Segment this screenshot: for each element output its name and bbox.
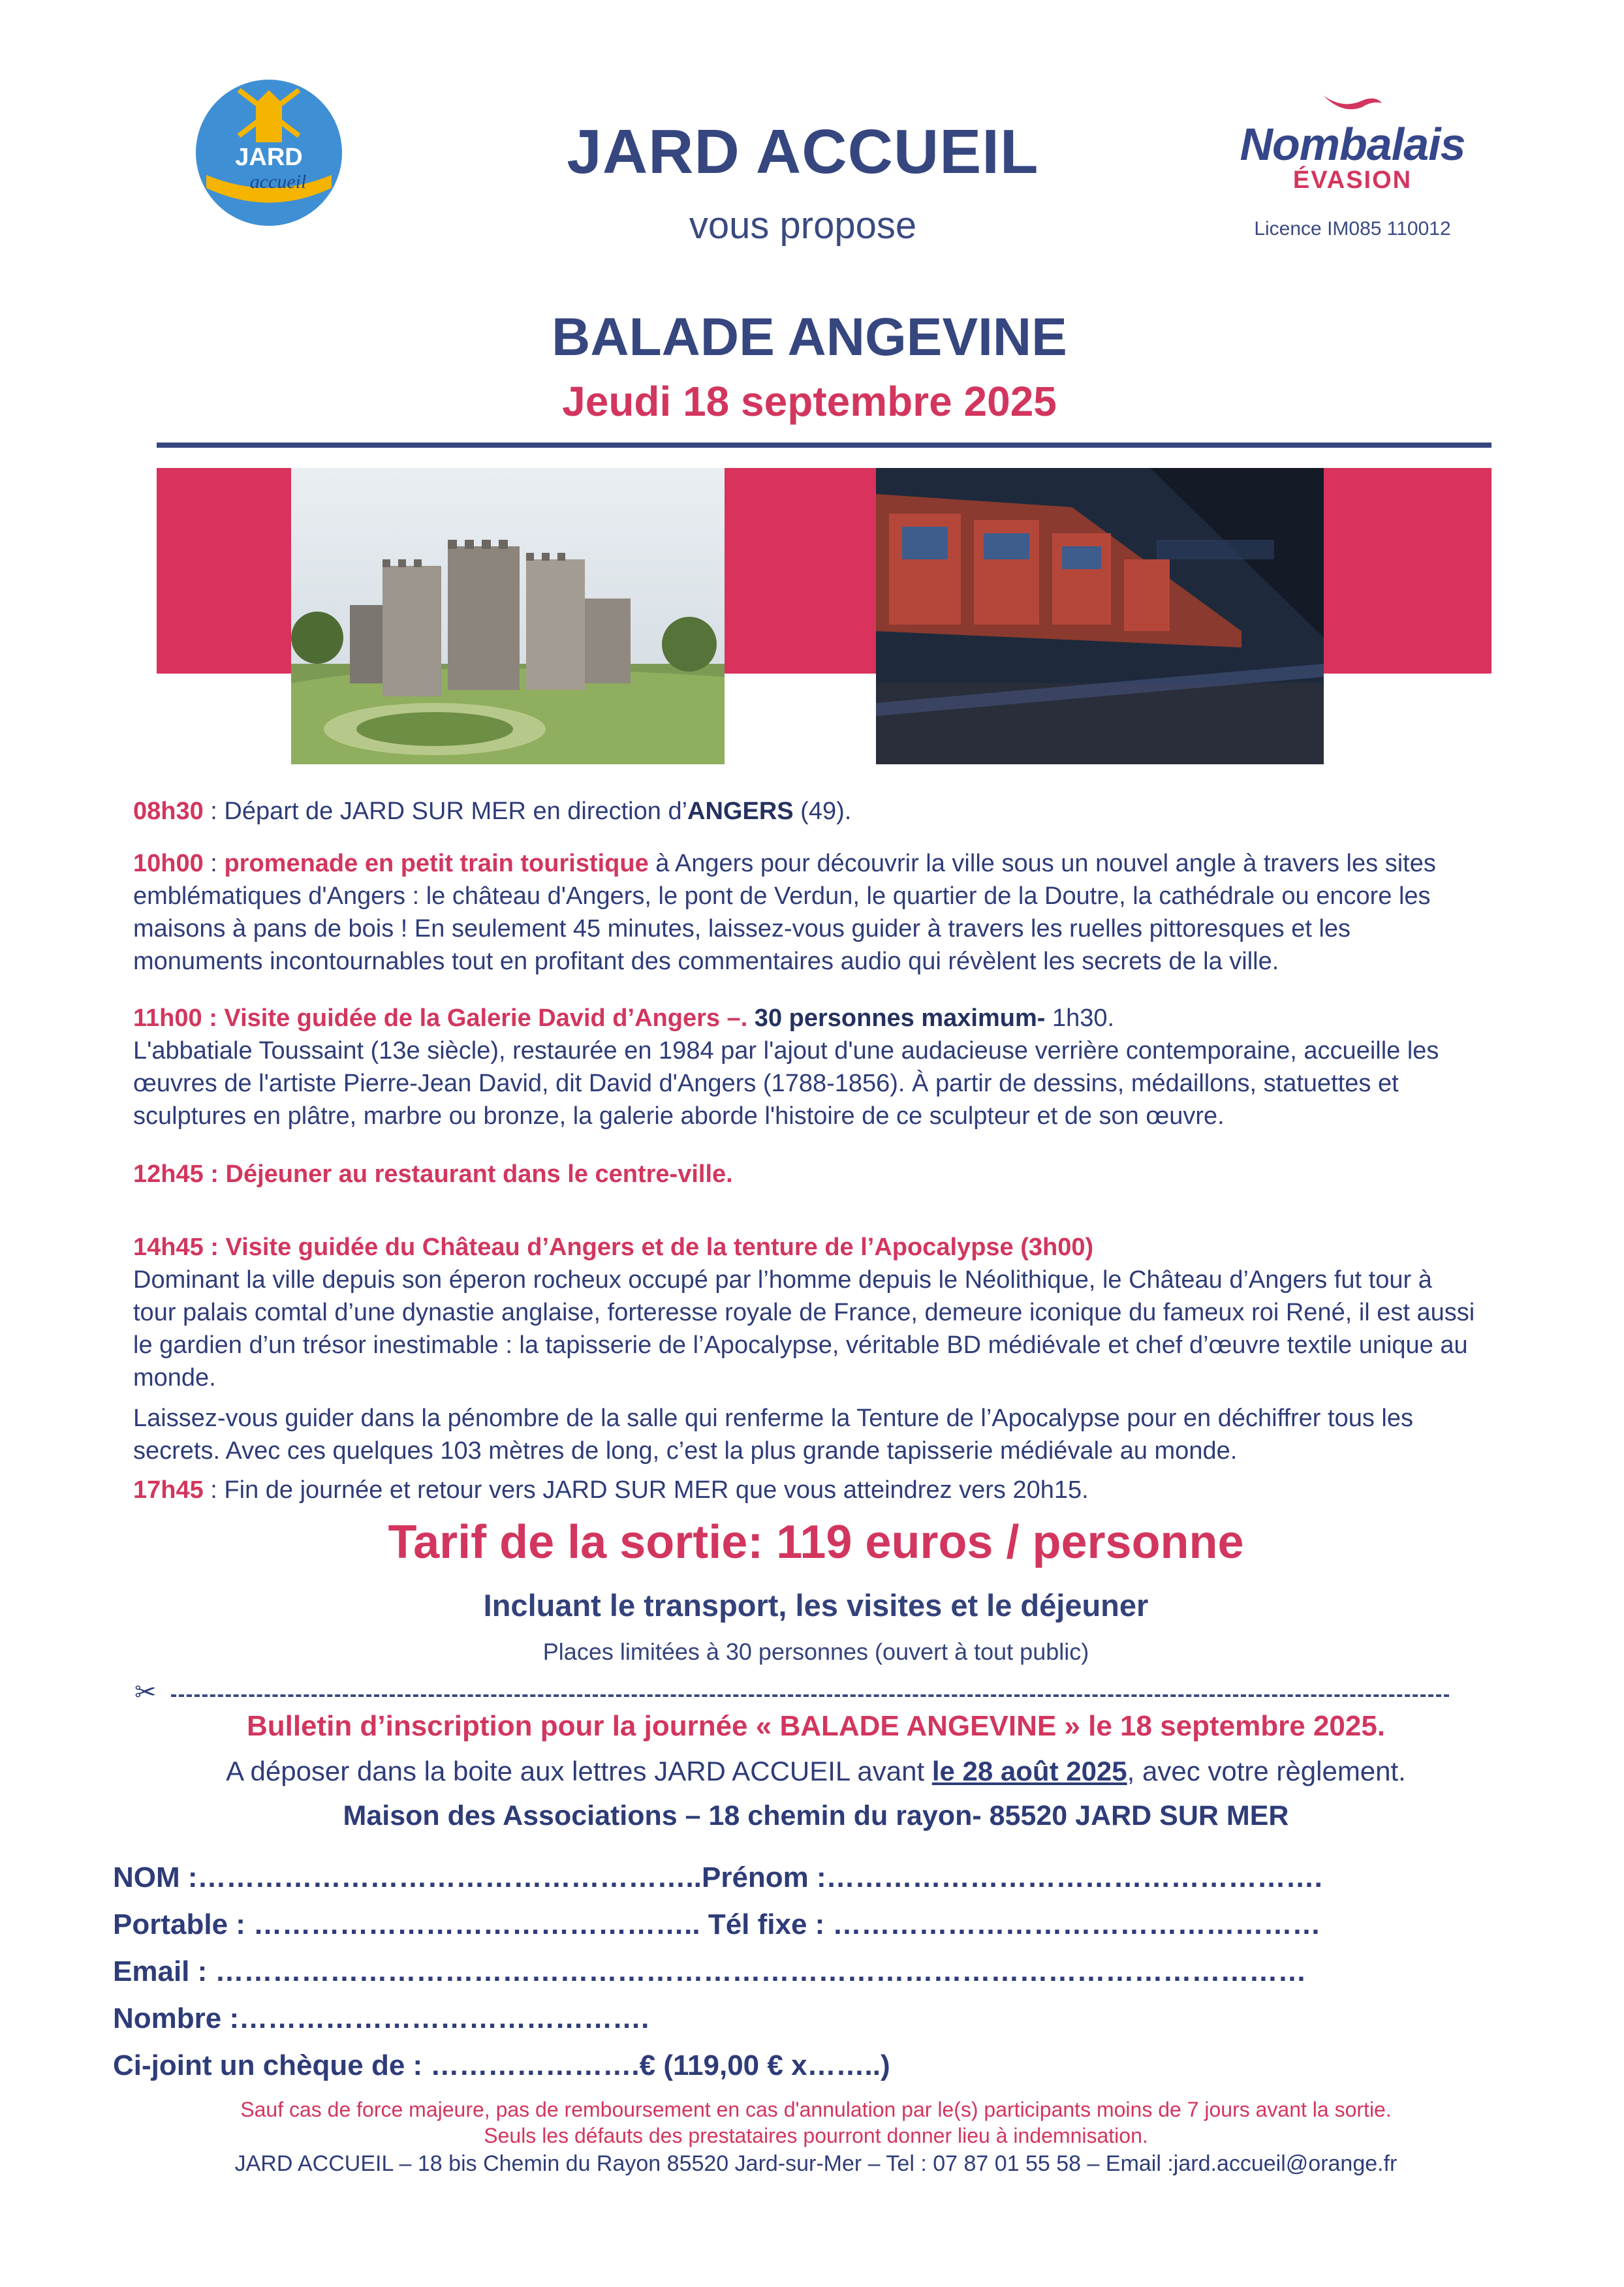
disclaimer-line-1: Sauf cas de force majeure, pas de remboursement en cas d'annulation par le(s) participants moins de 7 jours avant la sortie. bbox=[240, 2098, 1392, 2121]
deposit-text-end: , avec votre règlement. bbox=[1127, 1756, 1406, 1786]
event-date: Jeudi 18 septembre 2025 bbox=[562, 378, 1057, 425]
logo-text-jard: JARD bbox=[235, 144, 303, 171]
activity-headline: : Déjeuner au restaurant dans le centre-ville. bbox=[203, 1160, 733, 1188]
capacity-note: 30 personnes maximum- bbox=[747, 1004, 1046, 1032]
program-item-1445 bbox=[133, 1231, 1478, 1467]
city-name: ANGERS bbox=[687, 798, 794, 825]
form-row-email bbox=[113, 1955, 1418, 1988]
program-item-1100 bbox=[133, 1002, 1478, 1132]
portable-field[interactable]: Portable : ……………………………………….. bbox=[113, 1908, 708, 1940]
program-item-1000 bbox=[133, 847, 1478, 978]
program-item-0830 bbox=[133, 795, 1478, 828]
duration: 1h30. bbox=[1045, 1004, 1115, 1032]
partner-logo bbox=[1215, 89, 1490, 194]
activity-headline: : Visite guidée du Château d’Angers et de la tenture de l’Apocalypse (3h00) bbox=[203, 1234, 1094, 1261]
divider bbox=[157, 443, 1491, 448]
activity-description: Dominant la ville depuis son éperon rocheux occupé par l’homme depuis le Néolithique, le Château d’Angers fut tour à tour palais comtal d’une dynastie anglaise, forteresse royale de France, demeure iconique du fameux roi René, il est aussi le gardien d’un trésor inestimable : la tapisserie de l’Apocalypse, véritable BD médiévale et chef d’œuvre textile unique au monde. bbox=[133, 1266, 1475, 1392]
form-row-cheque bbox=[113, 2049, 1418, 2082]
deposit-address: Maison des Associations – 18 chemin du rayon- 85520 JARD SUR MER bbox=[343, 1800, 1289, 1831]
program-item-1245 bbox=[133, 1158, 1478, 1190]
licence-number: Licence IM085 110012 bbox=[1254, 218, 1451, 240]
program-item-1745 bbox=[133, 1474, 1478, 1506]
email-field[interactable]: Email : …………………………………………………………………………………………………… bbox=[113, 1955, 1307, 1987]
scissors-icon: ✂ bbox=[134, 1678, 157, 1707]
program-text: : Départ de JARD SUR MER en direction d’ bbox=[203, 798, 688, 825]
time-label: 12h45 bbox=[133, 1160, 204, 1188]
activity-description-2: Laissez-vous guider dans la pénombre de la salle qui renferme la Tenture de l’Apocalypse pour en déchiffrer tous les secrets. Avec ces quelques 103 mètres de long, c’est la plus grande tapisserie médiévale au monde. bbox=[133, 1405, 1413, 1465]
contact-footer: JARD ACCUEIL – 18 bis Chemin du Rayon 85520 Jard-sur-Mer – Tel : 07 87 01 55 58 – Email :jard.accueil@orange.fr bbox=[234, 2151, 1398, 2176]
time-label: 17h45 bbox=[133, 1476, 204, 1504]
time-label: 10h00 bbox=[133, 850, 204, 877]
tapestry-photo bbox=[876, 468, 1324, 764]
time-label: 08h30 bbox=[133, 798, 204, 825]
form-row-count bbox=[113, 2002, 1418, 2035]
partner-sub: ÉVASION bbox=[1292, 166, 1413, 194]
activity-description: L'abbatiale Toussaint (13e siècle), restaurée en 1984 par l'ajout d'une audacieuse verrière contemporaine, accueille les œuvres de l'artiste Pierre-Jean David, dit David d'Angers (1788-1856). À partir de dessins, médaillons, statuettes et sculptures en plâtre, marbre ou bronze, la galerie aborde l'histoire de ce sculpteur et de son œuvre. bbox=[133, 1037, 1439, 1130]
deposit-instructions bbox=[131, 1756, 1501, 1787]
bulletin-title: Bulletin d’inscription pour la journée « BALADE ANGEVINE » le 18 septembre 2025. bbox=[246, 1710, 1386, 1742]
time-label: 11h00 bbox=[133, 1004, 202, 1032]
dashed-divider bbox=[171, 1694, 1449, 1697]
places-note: Places limitées à 30 personnes (ouvert à tout public) bbox=[542, 1638, 1089, 1665]
refund-disclaimer bbox=[131, 2096, 1501, 2149]
program-text: : Fin de journée et retour vers JARD SUR MER que vous atteindrez vers 20h15. bbox=[203, 1476, 1089, 1504]
prenom-field[interactable]: Prénom :……………………………………………. bbox=[701, 1861, 1322, 1893]
activity-description: à Angers pour découvrir la ville sous un nouvel angle à travers les sites emblématiques d'Angers : le château d'Angers, le pont de Verdun, le quartier de la Doutre, la cathédrale ou encore les maisons à pans de bois ! En seulement 45 minutes, laissez-vous guider à travers les ruelles pittoresques et les monuments incontournables tout en profitant des commentaires audio qui révèlent les secrets de la ville. bbox=[133, 850, 1436, 975]
event-title: BALADE ANGEVINE bbox=[552, 307, 1067, 367]
nombre-field[interactable]: Nombre :……………………………………. bbox=[113, 2002, 649, 2034]
form-row-name bbox=[113, 1861, 1418, 1894]
program-text-end: (49). bbox=[793, 798, 852, 825]
deposit-deadline: le 28 août 2025 bbox=[931, 1756, 1127, 1786]
cheque-field[interactable]: Ci-joint un chèque de : ………………….€ (119,00 € x……..) bbox=[113, 2049, 890, 2081]
price-headline: Tarif de la sortie: 119 euros / personne bbox=[388, 1516, 1244, 1568]
tel-field[interactable]: Tél fixe : …………………………………………… bbox=[708, 1908, 1321, 1940]
bird-icon bbox=[1317, 89, 1388, 115]
activity-headline: : Visite guidée de la Galerie David d’Angers –. bbox=[202, 1004, 748, 1032]
activity-headline: promenade en petit train touristique bbox=[224, 850, 649, 877]
jard-accueil-logo bbox=[193, 77, 345, 228]
disclaimer-line-2: Seuls les défauts des prestataires pourront donner lieu à indemnisation. bbox=[484, 2124, 1148, 2147]
separator: : bbox=[203, 850, 225, 877]
price-includes: Incluant le transport, les visites et le déjeuner bbox=[483, 1588, 1149, 1623]
nom-field[interactable]: NOM :…………………………………………….. bbox=[113, 1861, 702, 1893]
cut-line bbox=[134, 1680, 1449, 1706]
castle-photo bbox=[291, 468, 725, 764]
deposit-text: A déposer dans la boite aux lettres JARD ACCUEIL avant bbox=[226, 1756, 932, 1786]
partner-brand: Nombalais bbox=[1240, 119, 1465, 170]
form-row-phone bbox=[113, 1908, 1418, 1941]
page-title: JARD ACCUEIL bbox=[567, 117, 1039, 187]
page-subtitle: vous propose bbox=[689, 204, 917, 247]
logo-text-accueil: accueil bbox=[249, 171, 307, 193]
time-label: 14h45 bbox=[133, 1234, 204, 1261]
